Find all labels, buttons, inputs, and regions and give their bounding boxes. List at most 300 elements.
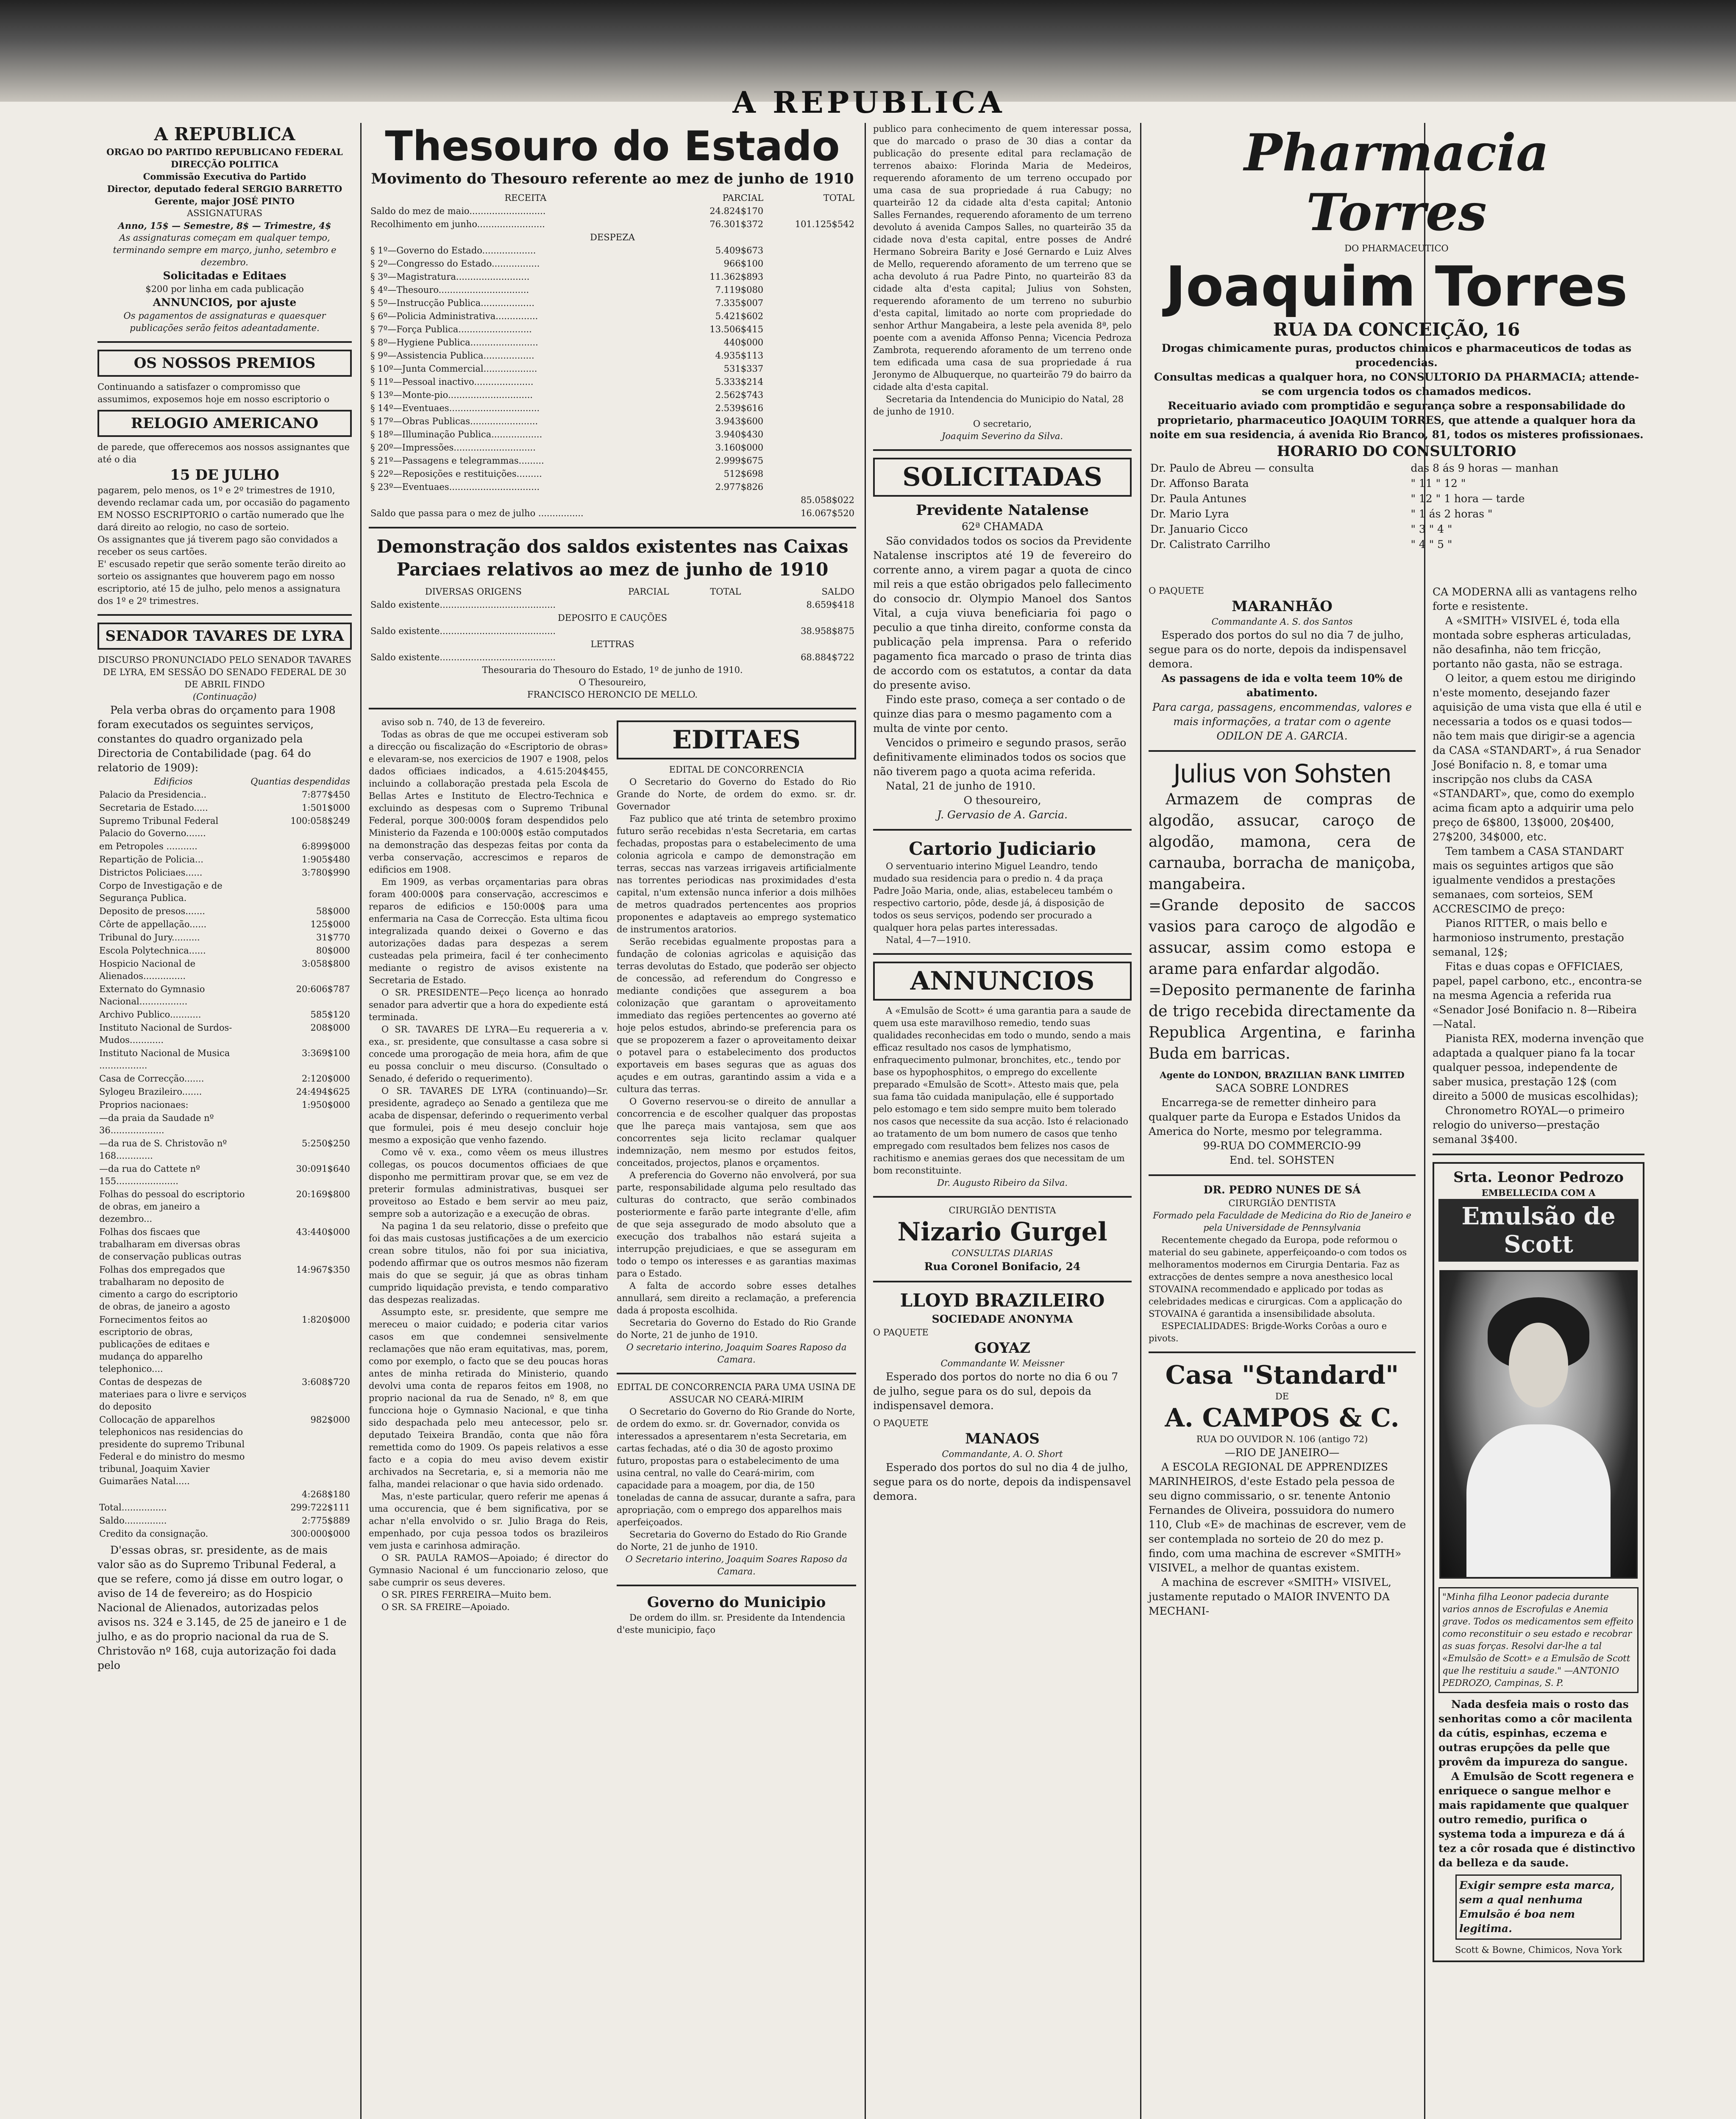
despeza-row-cell: § 11º—Pessoal inactivo..................... — [370, 377, 534, 387]
emulsao-sign: Dr. Augusto Ribeiro da Silva. — [937, 1178, 1068, 1188]
edital2-date: Secretaria do Governo do Estado do Rio Grande do Norte, 21 de junho de 1910. — [617, 1529, 847, 1552]
senado-paragraph: Na pagina 1 da seu relatorio, disse o prefeito que foi das mais custosas justificações a de um exercicio crean sobre titulos, não foi por sua iniciativa, podendo affirmar que os outros mesmos não fizeram mais do que se seguir, já que as obras tinham cumprido liquidação prevista, e tendo comparativo das despezas realizadas. — [369, 1221, 608, 1305]
total-header: TOTAL — [823, 193, 854, 203]
despeza-row-cell: § 4º—Thesouro................................ — [370, 285, 529, 295]
obras-row — [97, 879, 352, 905]
pharmacia-title: Pharmacia Torres — [1244, 123, 1549, 242]
obras-row — [97, 1313, 352, 1376]
obras-row-cell: Supremo Tribunal Federal Palacio do Governo....... — [99, 816, 219, 838]
solicitadas-text: São convidados todos os socios da Previdente Natalense inscriptos até 19 de fevereiro do corrente anno, a virem pagar a quota de cinco mil reis a que estão obrigados pelo fallecimento do consocio dr. Olympio Manoel dos Santos Vital, a cuja viuva beneficiaria foi pago o peculio a que tinha direito, conforme consta da publicação pela imprensa. Para o referido pagamento fica marcado o praso de trinta dias de accordo com os estatutos, a contar da data do presente aviso. — [873, 535, 1132, 691]
divider — [873, 1281, 1132, 1282]
receita-row-cell — [765, 205, 856, 218]
premios-title: OS NOSSOS PREMIOS — [97, 350, 352, 377]
solicitadas-sign1: O thesoureiro, — [963, 794, 1041, 806]
obras-row-cell: —da praia da Saudade nº 36................... — [99, 1113, 214, 1135]
saca: SACA SOBRE LONDRES — [1215, 1082, 1349, 1094]
sociedade-label: SOCIEDADE ANONYMA — [932, 1313, 1073, 1325]
column-rule — [865, 123, 866, 2119]
manaos-title: MANAOS — [965, 1430, 1040, 1447]
emulsao-ad — [1433, 1162, 1644, 1962]
despeza-row-cell: § 22º—Reposições e restituições......... — [370, 469, 542, 479]
deadline-date: 15 DE JULHO — [170, 467, 279, 484]
emulsao-text: A «Emulsão de Scott» é uma garantia para a saude de quem usa este maravilhoso remedio, tendo suas qualidades reconhecidas em todo o mundo, sendo a mais efficaz resultado nos casos de lymphatismo, enfraquecimento pulmonar, bronchites, etc., tendo por base os hypophosphitos, o emprego do excellente preparado «Emulsão de Scott». Attesto mais que, pela sua fama tão cuidada manipulação, elle é supportado pelo estomago e tem sido sempre muito bem tolerado nos casos que necessite da sua acção. Isto é relacionado ao tratamento de um bom numero de casos que tenho empregado com resultados bem felizes nos casos de rachitismo e anemias geraes dos que necessitam de um bom reconstituinte. — [873, 1006, 1131, 1176]
despeza-row — [369, 481, 856, 494]
consultas-label: CONSULTAS DIARIAS — [951, 1248, 1053, 1258]
despeza-row-cell: § 20º—Impressões............................. — [370, 442, 536, 453]
obras-row-cell: Folhas dos empregados que trabalharam no deposito de cimento a cargo do escriptorio de obras, de janeiro a agosto — [99, 1265, 238, 1312]
receita-header: RECEITA — [504, 193, 547, 203]
senado-paragraph: O SR. SA FREIRE—Apoiado. — [381, 1602, 510, 1612]
despeza-row-cell: § 21º—Passagens e telegrammas......... — [370, 456, 544, 466]
obras-row — [97, 1008, 352, 1021]
receita-row — [369, 205, 856, 218]
director: Director, deputado federal SERGIO BARRETTO — [107, 184, 342, 194]
demo-row2-value: 38.958$875 — [801, 626, 854, 636]
obras-row-cell: Collocação de apparelhos telephonicos nas residencias do presidente do supremo Tribunal Federal e do ministro do mesmo tribunal, Joaquim Xavier Guimarães Natal..... — [99, 1415, 245, 1486]
despeza-row-cell: 512$698 — [723, 469, 764, 479]
portrait-face — [1509, 1323, 1568, 1407]
obras-row — [97, 1072, 352, 1085]
divider — [873, 829, 1132, 831]
edital2-text: O Secretario do Governo do Rio Grande do Norte, de ordem do exmo. sr. dr. Governador, convida os interessados a apresentarem n'esta Secretaria, em cartas fechadas, até o dia 30 de agosto proximo futuro, propostas para o estabelecimento de uma usina central, no valle do Ceará-mirim, com capacidade para a moagem, por dia, de 150 toneladas de canna de assucar, durante a safra, para apropriação, com o emprego dos apparelhos mais aperfeiçoados. — [617, 1407, 856, 1527]
despeza-row — [369, 415, 856, 428]
obras-row — [97, 815, 352, 840]
divider — [617, 1373, 856, 1374]
julius-title: Julius von Sohsten — [1173, 759, 1391, 789]
saldo-julho-label: Saldo que passa para o mez de julho ................ — [370, 508, 584, 518]
embellecida: EMBELLECIDA COM A — [1481, 1187, 1596, 1198]
obras-row-cell: Côrte de appellação...... — [99, 919, 207, 929]
demo-h1: DIVERSAS ORIGENS — [425, 587, 522, 597]
total-value: 299:722$111 — [290, 1502, 350, 1513]
obras-row — [97, 1188, 352, 1226]
column-1 — [97, 123, 352, 1673]
obras-row-cell: Proprios nacionaes: — [99, 1100, 189, 1110]
col2-lower — [369, 716, 856, 1636]
obras-row — [97, 1112, 352, 1137]
senado-paragraph: Assumpto este, sr. presidente, que sempre me mereceu o maior cuidado; e poderia citar varios casos em que condemnei sensivelmente reclamações que não eram equitativas, mas, porem, como por exemplo, o facto que se deu poucas horas antes de minha retirada do Ministerio, quando devolvi uma conta de reparos feitos em 1908, no proprio nacional da rua de Senado, nº 8, em que funcciona hoje o Gymnasio Nacional, e que tinha sido despachada pelo meu antecessor, pelo sr. deputado Teixeira Brandão, conta que não fôra remettida como do 1909. Os papeis relativos a esse facto e a copia do meu aviso devem existir archivados na Secretaria, e, si a memoria não me falha, mandei relacionar o que havia sido ordenado. — [369, 1307, 608, 1489]
obras-row-cell: 4:268$180 — [302, 1489, 350, 1499]
nada-text: Nada desfeia mais o rosto das senhoritas como a côr macilenta da cútis, espinhas, eczema e outras erupções da pelle que provêm da impureza do sangue. — [1438, 1698, 1633, 1768]
obras-row-cell: Hospicio Nacional de Alienados............... — [99, 959, 196, 981]
srta-name: Srta. Leonor Pedrozo — [1453, 1169, 1624, 1186]
obras-row-cell: 7:877$450 — [302, 790, 350, 800]
doctor-row-cell: " 11 " 12 " — [1410, 477, 1466, 489]
doctor-row-cell: das 8 ás 9 horas — manhan — [1410, 462, 1559, 474]
saldo-julho-value: 16.067$520 — [801, 508, 854, 518]
emulsao-body: A Emulsão de Scott regenera e enriquece o sangue melhor e mais rapidamente que qualquer outro remedio, purifica o systema toda a impureza e dá á tez a côr rosada que é distinctivo da belleza e da saude. — [1438, 1770, 1636, 1869]
obras-row-cell: 58$000 — [316, 906, 350, 916]
emulsao-banner: Emulsão de Scott — [1438, 1199, 1639, 1262]
obras-row-cell: 3:780$990 — [302, 868, 350, 878]
editaes-paragraph: Faz publico que até trinta de setembro proximo futuro serão recebidas n'esta Secretaria, em cartas fechadas, propostas para o estabelecimento de uma colonia agricola e campo de demonstração em terras, seccas nas varzeas irrigaveis artificialmente nas torrentes periodicas nas proximidades d'esta capital, n'um extensão nunca inferior a dois milhões de metros quadrados pertencentes aos proprios proponentes e adaptaveis ao emprego systematico de instrumentos aratorios. — [617, 814, 856, 934]
obras-row-cell: Contas de despezas de materiaes para o livre e serviços do deposito — [99, 1377, 247, 1412]
despeza-row-cell — [765, 244, 856, 257]
doctor-row-cell: Dr. Paula Antunes — [1150, 492, 1246, 505]
column-2 — [369, 123, 856, 1636]
doctor-row — [1149, 537, 1644, 552]
goyaz-commander: Commandante W. Meissner — [940, 1358, 1064, 1368]
obras-row — [97, 1047, 352, 1072]
municipio-text: De ordem do illm. sr. Presidente da Intendencia d'este municipio, faço — [617, 1613, 846, 1635]
obras-row-cell: 1:501$000 — [302, 803, 350, 813]
armazem: Armazem de compras de algodão, assucar, caroço de algodão, mamona, cera de carnauba, borracha de maniçoba, mangabeira. — [1149, 791, 1416, 893]
demo-row1-label: Saldo existente......................................... — [370, 600, 556, 610]
receita-table — [369, 192, 856, 520]
chronometro-text: Chronometro ROYAL—o primeiro relogio do universo—prestação semanal 3$400. — [1433, 1104, 1625, 1146]
discurso-heading: DISCURSO PRONUNCIADO PELO SENADOR TAVARES DE LYRA, EM SESSÃO DO SENADO FEDERAL DE 30 DE ABRIL FINDO — [98, 655, 351, 690]
direccao: DIRECÇÃO POLITICA — [171, 159, 278, 170]
despeza-row-cell: 2.539$616 — [715, 403, 764, 413]
obras-row — [97, 905, 352, 918]
continuacao: (Continuação) — [192, 692, 257, 702]
editaes-sub: EDITAL DE CONCORRENCIA — [669, 765, 804, 775]
demo-row3-value: 68.884$722 — [801, 652, 854, 662]
despeza-row — [369, 257, 856, 270]
obras-row-cell: —da rua de S. Christovão nº 168............. — [99, 1138, 227, 1161]
obras-row-cell: 982$000 — [310, 1415, 350, 1425]
obras-row-cell — [97, 1488, 249, 1501]
masthead — [0, 0, 1736, 119]
obras-row-cell: 3:369$100 — [302, 1048, 350, 1058]
despeza-row-cell: § 2º—Congresso do Estado................. — [370, 259, 540, 269]
senado-paragraph: Como vê v. exa., como vêem os meus illustres collegas, os poucos documentos officiaes de que disponho me permittiram provar que, se em vez de preterir formulas administrativas, busquei ser proveitoso ao Estado e bem servir ao meu paiz, sempre sob a autorização e a execução de obras. — [369, 1147, 608, 1219]
obras-row-cell: 585$120 — [310, 1009, 350, 1020]
obras-row — [97, 944, 352, 957]
editaes-paragraph: A preferencia do Governo não envolverá, por sua parte, responsabilidade alguma pelo resultado das culturas do contracto, que serão combinados posteriormente e farão parte integrante d'elle, afim de que seja assegurado de modo absoluto que a execução dos trabalhos não estará sujeita a interrupção prejudiciaes, e que se asseguram em todo o tempo os interesses e as garantias maximas para o Estado. — [617, 1170, 856, 1279]
obras-row-cell: 31$770 — [316, 932, 350, 943]
machina-text: A machina de escrever «SMITH» VISIVEL, justamente reputado o MAIOR INVENTO DA MECHANI- — [1149, 1576, 1391, 1617]
maranhao-commander: Commandante A. S. dos Santos — [1211, 617, 1353, 627]
despeza-row-cell — [765, 454, 856, 467]
divider — [1149, 750, 1416, 752]
rio: —RIO DE JANEIRO— — [1224, 1446, 1340, 1459]
despeza-row-cell: 440$000 — [723, 337, 764, 348]
consultas: Consultas medicas a qualquer hora, no CONSULTORIO DA PHARMACIA; attende-se com urgencia todos os chamados medicos. — [1154, 371, 1639, 398]
despeza-row — [369, 349, 856, 362]
divider — [97, 614, 352, 616]
editaes-paragraph: O Governo reservou-se o direito de annullar a concorrencia e de escolher qualquer das propostas que lhe pareça mais vantajosa, sem que aos concorrentes seja licito reclamar qualquer indemnização, nem mesmo por estudos feitos, conceitados, projectos, planos e orçamentos. — [617, 1096, 856, 1168]
despeza-row-cell: 2.999$675 — [715, 456, 764, 466]
goyaz-text: Esperado dos portos do norte no dia 6 ou 7 de julho, segue para os do sul, depois da indispensavel demora. — [873, 1371, 1118, 1412]
receita-row-cell: 24.824$170 — [709, 206, 764, 216]
drogas: Drogas chimicamente puras, productos chimicos e pharmaceuticos de todas as procedencias. — [1161, 342, 1632, 369]
obras-row — [97, 918, 352, 931]
casa-stand-text: Tem tambem a CASA STANDART mais os seguintes artigos que são igualmente vendidos a prestações semanaes, com sorteios, SEM ACCRESCIMO de preço: — [1433, 845, 1624, 915]
scott-bowne: Scott & Bowne, Chimicos, Nova York — [1455, 1945, 1622, 1955]
portrait-body — [1466, 1424, 1611, 1577]
despeza-row-cell: 7.119$080 — [715, 285, 764, 295]
receituario: Receituario aviado com promptidão e segurança sobre a responsabilidade do proprietario, pharmaceutico JOAQUIM TORRES, que attende a qualquer hora da noite em sua residencia, á avenida Rio Branco, 81, todos os misteres profissionaes. — [1149, 400, 1644, 441]
credito-label: Credito da consignação. — [99, 1529, 209, 1539]
receita-row-cell: 76.301$372 — [709, 219, 764, 229]
municipio-title: Governo do Municipio — [647, 1594, 826, 1611]
despeza-row-cell — [765, 310, 856, 323]
demo-h2: PARCIAL — [628, 587, 669, 597]
obras-row-cell: Instituto Nacional de Musica ................. — [99, 1048, 230, 1071]
editaes-text — [617, 776, 856, 1341]
obras-row-cell — [249, 1112, 352, 1137]
demo-row1-value: 8.659$418 — [806, 600, 854, 610]
despeza-row-cell: § 1º—Governo do Estado................... — [370, 245, 536, 256]
obras-row-cell: Secretaria de Estado..... — [99, 803, 208, 813]
obras-row-cell: 100:058$249 — [290, 816, 350, 826]
despeza-row-cell: 11.362$893 — [709, 272, 764, 282]
despeza-row-cell: 3.940$430 — [715, 429, 764, 439]
cartorio-title: Cartorio Judiciario — [909, 838, 1096, 859]
doctor-row — [1149, 522, 1644, 537]
despeza-row-cell: 2.562$743 — [715, 390, 764, 400]
demonstracao-table — [369, 585, 856, 664]
chamada: 62ª CHAMADA — [961, 520, 1043, 533]
despeza-row-cell: § 14º—Eventuaes................................ — [370, 403, 540, 413]
obras-row-cell: Palacio da Presidencia.. — [99, 790, 207, 800]
senado-paragraph: O SR. TAVARES DE LYRA—Eu requereria a v. exa., sr. presidente, que consultasse a casa sobre si concede uma prorogação de meia hora, afim de que eu possa concluir o meu discurso. (Consultado o Senado, é deferido o requerimento). — [369, 1024, 608, 1084]
obras-row — [97, 1137, 352, 1162]
thesouro-subtitle: Movimento do Thesouro referente ao mez de junho de 1910 — [371, 170, 854, 187]
obras-row-cell: Deposito de presos....... — [99, 906, 205, 916]
obras-row — [97, 801, 352, 815]
obras-row-cell: Corpo de Investigação e de Segurança Publica. — [99, 881, 223, 903]
obras-row-cell: Fornecimentos feitos ao escriptorio de obras, publicações de editaes e mudança do apparelho telephonico.... — [99, 1315, 210, 1374]
intendencia-date: Secretaria da Intendencia do Municipio do Natal, 28 de junho de 1910. — [873, 394, 1124, 417]
despeza-row — [369, 362, 856, 375]
horario-table — [1149, 461, 1644, 552]
demonstracao-title: Demonstração dos saldos existentes nas Caixas Parciaes relativos ao mez de junho de 1910 — [376, 536, 849, 580]
edital2-sub: EDITAL DE CONCORRENCIA PARA UMA USINA DE ASSUCAR NO CEARÁ-MIRIM — [617, 1382, 856, 1404]
solicitadas-label: Solicitadas e Editaes — [163, 270, 287, 282]
solicitadas-text2: Findo este praso, começa a ser contado o de quinze dias para o mesmo pagamento com a multa de vinte por cento. — [873, 693, 1126, 734]
obras-row-cell: Externato do Gymnasio Nacional................. — [99, 984, 205, 1007]
doctor-row-cell: " 12 " 1 hora — tarde — [1410, 492, 1525, 505]
despeza-row-cell: § 6º—Policia Administrativa............... — [370, 311, 538, 321]
premios-text2: pagarem, pelo menos, os 1º e 2º trimestres de 1910, devendo reclamar cada um, por occasião do pagamento EM NOSSO ESCRIPTORIO o cartão numerado que lhe dará direito ao relogio, no caso de sorteio. — [97, 485, 350, 532]
divider — [1433, 1154, 1644, 1155]
assig-note: As assignaturas começam em qualquer tempo, terminando sempre em março, junho, setembro e dezembro. — [113, 233, 337, 267]
editaes-paragraph: Secretaria do Governo do Estado do Rio Grande do Norte, 21 de junho de 1910. — [617, 1318, 856, 1340]
obras-row-cell: Districtos Policiaes...... — [99, 868, 203, 878]
obras-row-cell: 6:899$000 — [302, 841, 350, 851]
deposito1: =Grande deposito de saccos vasios para caroço de algodão e assucar, assim como estopa e arame para enfardar algodão. — [1149, 897, 1416, 978]
despeza-row-cell: § 17º—Obras Publicas........................ — [370, 416, 538, 426]
table-header-edificios: Edificios — [153, 776, 193, 787]
despeza-row-cell: § 10º—Junta Commercial................... — [370, 364, 537, 374]
smith-text: A «SMITH» VISIVEL é, toda ella montada sobre espheras articuladas, não desafinha, não tem fricção, portanto não gasta, não se estraga. — [1433, 615, 1631, 670]
despeza-row-cell — [765, 441, 856, 454]
editaes-paragraph: A falta de accordo sobre esses detalhes annullará, sem direito a reclamação, a preferencia dada á proposta escolhida. — [617, 1281, 856, 1315]
horario-title: HORARIO DO CONSULTORIO — [1277, 443, 1516, 460]
paquete2-label: O PAQUETE — [873, 1418, 929, 1428]
despeza-row-cell: 3.160$000 — [715, 442, 764, 453]
obras-row-cell: 2:120$000 — [302, 1073, 350, 1084]
obras-row-cell: Casa de Correcção....... — [99, 1073, 204, 1084]
senado-paragraph: Mas, n'este particular, quero referir me apenas á uma occurencia, que é bem significativa, por se achar n'ella envolvido o sr. Julio Braga do Reis, empenhado, por cuja pessoa todos os brazileiros vem justa e carinhosa admiração. — [369, 1491, 608, 1551]
column-rule — [360, 123, 362, 2119]
lloyd-title: LLOYD BRAZILEIRO — [900, 1290, 1105, 1311]
obras-row-cell: Archivo Publico........... — [99, 1009, 201, 1020]
paper-name: A REPUBLICA — [154, 124, 295, 145]
paquete1-label: O PAQUETE — [873, 1327, 929, 1338]
divider — [369, 708, 856, 709]
saldo-value: 2:775$889 — [302, 1516, 350, 1526]
despeza-row-cell: 5.421$602 — [715, 311, 764, 321]
parcial-header: PARCIAL — [722, 193, 764, 203]
despeza-total: 85.058$022 — [801, 495, 854, 505]
demo-h4: SALDO — [821, 587, 854, 597]
obras-row-cell: —da rua do Cattete nº 155...................... — [99, 1164, 200, 1186]
doctor-row-cell: " 1 ás 2 horas " — [1410, 508, 1493, 520]
despeza-row-cell — [765, 284, 856, 297]
despeza-header: DESPEZA — [590, 232, 635, 242]
cartorio-text: O serventuario interino Miguel Leandro, tendo mudado sua residencia para o predio n. 4 da praça Padre João Maria, onde, alias, estabeleceu também o respectivo cartorio, pôde, desde já, á disposição de todos os seus serviços, podendo ser procurado a qualquer hora pelas partes interessadas. — [873, 861, 1113, 933]
obras-row-cell: Escola Polytechnica...... — [99, 945, 206, 956]
despeza-row-cell: 5.333$214 — [715, 377, 764, 387]
demo-row2-label: Saldo existente......................................... — [370, 626, 556, 636]
demo-date: Thesouraria do Thesouro do Estado, 1º de junho de 1910. — [482, 665, 743, 675]
senador-title: SENADOR TAVARES DE LYRA — [97, 623, 352, 650]
solicitadas-text3: Vencidos o primeiro e segundo prasos, serão definitivamente eliminados todos os socios que não tiverem pago a quota acima referida. — [873, 737, 1127, 778]
despeza-row-cell — [765, 481, 856, 494]
obras-row-cell: 3:058$800 — [302, 959, 350, 969]
doctor-row-cell: " 4 " 5 " — [1410, 538, 1452, 551]
cartorio-date: Natal, 4—7—1910. — [886, 935, 971, 945]
receita-row-cell: Recolhimento em junho........................ — [370, 219, 545, 229]
despeza-row-cell: 7.335$007 — [715, 298, 764, 308]
nizario-address: Rua Coronel Bonifacio, 24 — [924, 1260, 1081, 1273]
obras-row — [97, 788, 352, 801]
relogio-text: de parede, que offerecemos aos nossos assignantes que até o dia — [97, 442, 350, 464]
divider — [369, 527, 856, 528]
despeza-row-cell — [765, 389, 856, 402]
despeza-row-cell: § 18º—Illuminação Publica.................. — [370, 429, 542, 439]
annuncios-label: ANNUNCIOS, por ajuste — [153, 296, 297, 309]
agente-london: Agente do LONDON, BRAZILIAN BANK LIMITED — [1160, 1070, 1405, 1080]
despeza-row-cell: § 5º—Instrucção Publica................... — [370, 298, 535, 308]
senado-paragraph: Todas as obras de que me occupei estiveram sob a direcção ou fiscalização do «Escriptorio de obras» e elevaram-se, nos exercicios de 1907 e 1908, pelos dados officiaes indicados, a 4.615:204$455, incluindo a collaboração prestada pela Escola de Bellas Artes e Instituto de Electro-Technica e excluindo as despesas com o Supremo Tribunal Federal, porque 300:000$ foram despendidos pelo Ministerio da Fazenda e 100:000$ estão computados na demonstração das despezas feitas por conta da verba conservação, accrescimos e reparos de edificios em 1908. — [369, 729, 608, 875]
doctor-row-cell: Dr. Calistrato Carrilho — [1150, 538, 1271, 551]
previdente-title: Previdente Natalense — [916, 502, 1089, 519]
joaquim-torres: Joaquim Torres — [1165, 254, 1628, 319]
receita-row — [369, 218, 856, 231]
intendencia-sign1: O secretario, — [973, 419, 1032, 429]
obras-row — [97, 1098, 352, 1112]
dr-pedro: DR. PEDRO NUNES DE SÁ — [1203, 1184, 1361, 1196]
obras-row-cell: 24:494$625 — [296, 1087, 350, 1097]
despeza-row-cell — [765, 362, 856, 375]
divider — [873, 449, 1132, 451]
doctor-row-cell: Dr. Paulo de Abreu — consulta — [1150, 462, 1314, 474]
manaos-text: Esperado dos portos do sul no dia 4 de julho, segue para os do norte, depois da indispensavel demora. — [873, 1461, 1131, 1502]
total-label: Total................ — [99, 1502, 167, 1513]
escola-text: A ESCOLA REGIONAL DE APPRENDIZES MARINHEIROS, d'este Estado pela pessoa de seu digno commissario, o sr. tenente Antonio Fernandes de Oliveira, possuidora do numero 110, Club «E» de machinas de escrever, vem de ser contemplada no sorteio de 20 do mez p. findo, com uma machina de escrever «SMITH» VISIVEL, a melhor de quantas existem. — [1149, 1461, 1406, 1574]
orgao: ORGAO DO PARTIDO REPUBLICANO FEDERAL — [106, 147, 343, 157]
closing-text: D'essas obras, sr. presidente, as de mais valor são as do Supremo Tribunal Federal, a que se refere, como já disse em outro logar, o aviso de 14 de fevereiro; as do Hospicio Nacional de Alienados, autorizadas pelos avisos ns. 324 e 3.145, de 25 de janeiro e 1 de julho, e as do proprio nacional da rua de S. Christovão nº 168, cuja autorização foi dada pelo — [97, 1544, 347, 1671]
demo-sub3: LETTRAS — [590, 639, 634, 649]
intendencia-sign2: Joaquim Severino da Silva. — [941, 431, 1063, 441]
despeza-row-cell — [765, 336, 856, 349]
gerente: Gerente, major JOSÉ PINTO — [155, 196, 295, 206]
credito-value: 300:000$000 — [290, 1529, 350, 1539]
despeza-row-cell: 531$337 — [723, 364, 764, 374]
pharmacia-sub: DO PHARMACEUTICO — [1344, 243, 1449, 253]
obras-row-cell — [249, 879, 352, 905]
fitas-text: Fitas e duas copas e OFFICIAES, papel, papel carbono, etc., encontra-se na mesma Agencia a referida rua «Senador José Bonifacio n. 8—Ribeira—Natal. — [1433, 960, 1642, 1030]
editaes-paragraph: O Secretario do Governo do Estado do Rio Grande do Norte, de ordem do exmo. sr. dr. Governador — [617, 777, 856, 812]
despeza-row-cell: 3.943$600 — [715, 416, 764, 426]
column-5 — [1433, 585, 1644, 1962]
despeza-row — [369, 402, 856, 415]
receita-row-cell: Saldo do mez de maio........................... — [370, 206, 546, 216]
despeza-row-cell — [765, 297, 856, 310]
column-rule — [1140, 123, 1141, 2119]
campos-title: A. CAMPOS & C. — [1165, 1403, 1399, 1433]
solicitadas-sign2: J. Gervasio de A. Garcia. — [937, 809, 1068, 821]
obras-row-cell: 1:820$000 — [302, 1315, 350, 1325]
despeza-row — [369, 428, 856, 441]
commissao: Commissão Executiva do Partido — [143, 171, 306, 182]
doctor-row — [1149, 506, 1644, 522]
divider — [1149, 1174, 1416, 1176]
divider — [617, 1585, 856, 1586]
maranhao-text: Esperado dos portos do sul no dia 7 de julho, segue para os do norte, depois da indispensavel demora. — [1149, 629, 1407, 670]
despeza-row-cell — [765, 428, 856, 441]
despeza-row — [369, 467, 856, 481]
despeza-row-cell: § 23º—Eventuaes................................ — [370, 482, 540, 492]
editaes-sign: O secretario interino, Joaquim Soares Raposo da Camara. — [626, 1342, 847, 1365]
obras-row-cell: 20:169$800 — [296, 1189, 350, 1199]
obras-row-cell: Sylogeu Brazileiro....... — [99, 1087, 202, 1097]
annuncios-title: ANNUNCIOS — [873, 962, 1132, 1001]
column-3 — [873, 123, 1132, 1504]
receita-row-cell: 101.125$542 — [795, 219, 854, 229]
column-4 — [1149, 585, 1416, 1618]
maranhao-title: MARANHÃO — [1232, 598, 1333, 615]
dentista-label: CIRURGIÃO DENTISTA — [1228, 1198, 1336, 1208]
obras-row-cell: 1:905$480 — [302, 854, 350, 865]
despeza-row-cell — [765, 349, 856, 362]
obras-row — [97, 931, 352, 944]
obras-row — [97, 1263, 352, 1313]
despeza-row-cell: § 3º—Magistratura.......................... — [370, 272, 530, 282]
obras-row — [97, 1413, 352, 1488]
end-tel: End. tel. SOHSTEN — [1229, 1154, 1335, 1166]
senado-paragraph: aviso sob n. 740, de 13 de fevereiro. — [381, 717, 545, 727]
pharmacia-address: RUA DA CONCEIÇÃO, 16 — [1273, 319, 1520, 340]
obras-row-cell: Folhas do pessoal do escriptorio de obras, em janeiro a dezembro... — [99, 1189, 245, 1224]
despeza-row-cell — [765, 415, 856, 428]
despeza-row — [369, 310, 856, 323]
solicitadas-title: SOLICITADAS — [873, 458, 1132, 497]
senado-paragraph: O SR. PRESIDENTE—Peço licença ao honrado senador para advertir que a hora do expediente está terminada. — [369, 987, 608, 1022]
obras-row-cell: 20:606$787 — [296, 984, 350, 994]
despeza-row — [369, 454, 856, 467]
thesouro-title: Thesouro do Estado — [385, 122, 840, 170]
demo-sign1: O Thesoureiro, — [579, 677, 646, 687]
divider — [873, 953, 1132, 955]
paquete-label: O PAQUETE — [1149, 586, 1204, 596]
obras-row — [97, 853, 352, 866]
edital2-sign: O Secretario interino, Joaquim Soares Raposo da Camara. — [625, 1554, 848, 1577]
doctor-row — [1149, 461, 1644, 476]
despeza-row-cell — [765, 375, 856, 389]
goyaz-title: GOYAZ — [974, 1340, 1030, 1357]
exigir: Exigir sempre esta marca, sem a qual nenhuma Emulsão é boa nem legitima. — [1455, 1874, 1622, 1940]
obras-row — [97, 983, 352, 1008]
despeza-row-cell: 13.506$415 — [709, 324, 764, 334]
testimonial: "Minha filha Leonor padecia durante varios annos de Escrofulas e Anemia grave. Todos os medicamentos sem effeito como reconstituir o seu estado e recobrar as suas forças. Resolvi dar-lhe a tal «Emulsão de Scott» e a Emulsão de Scott que lhe restituiu a saude." —ANTONIO PEDROZO, Campinas, S. P. — [1438, 1587, 1639, 1693]
premios-text: Continuando a satisfazer o compromisso que assumimos, exposemos hoje em nosso escriptorio o — [97, 382, 330, 404]
despeza-row-cell: 4.935$113 — [715, 350, 764, 361]
